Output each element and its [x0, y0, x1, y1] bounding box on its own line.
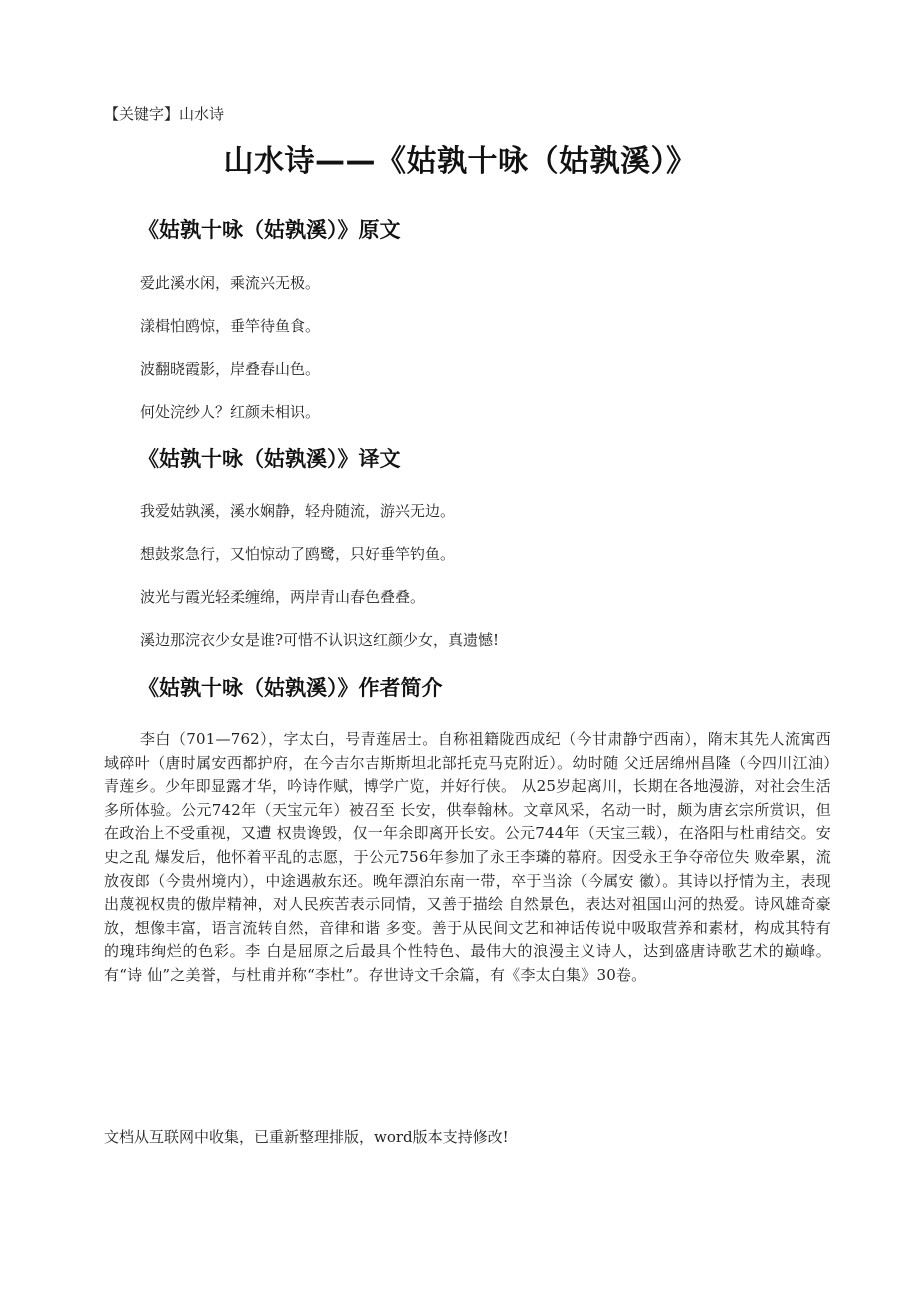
poem-line: 何处浣纱人？红颜未相识。 [140, 403, 321, 421]
poem-line: 漾楫怕鸥惊，垂竿待鱼食。 [140, 317, 321, 335]
translation-line: 溪边那浣衣少女是谁?可惜不认识这红颜少女，真遗憾! [140, 631, 500, 649]
poem-line: 爱此溪水闲，乘流兴无极。 [140, 274, 321, 292]
translation-line: 波光与霞光轻柔缠绵，两岸青山春色叠叠。 [140, 588, 426, 606]
section-heading-original: 《姑孰十咏（姑孰溪）》原文 [138, 218, 401, 242]
translation-line: 想鼓浆急行，又怕惊动了鸥鹭，只好垂竿钓鱼。 [140, 545, 456, 563]
keyword-line: 【关键字】山水诗 [104, 105, 225, 123]
translation-line: 我爱姑孰溪，溪水娴静，轻舟随流，游兴无边。 [140, 502, 456, 520]
document-title: 山水诗——《姑孰十咏（姑孰溪）》 [223, 144, 697, 179]
author-biography-paragraph: 李白（701—762），字太白，号青莲居士。自称祖籍陇西成纪（今甘肃静宁西南），隋末其先人流寓西域碎叶（唐时属安西都护府，在今吉尔吉斯斯坦北部托克马克附近）。幼时随 父迁居绵州昌隆（今四川江油）青莲乡。少年即显露才华，吟诗作赋，博学广览，并好行侠。 从25岁起离川，长期在各地漫游，对社会生活多所体验。公元742年（天宝元年）被召至 长安，供奉翰林。文章风采，名动一时，颇为唐玄宗所赏识，但在政治上不受重视，又遭 权贵谗毁，仅一年余即离开长安。公元744年（天宝三载），在洛阳与杜甫结交。安史之乱 爆发后，他怀着平乱的志愿，于公元756年参加了永王李璘的幕府。因受永王争夺帝位失 败牵累，流放夜郎（今贵州境内），中途遇赦东还。晚年漂泊东南一带，卒于当涂（今属安 徽）。其诗以抒情为主，表现出蔑视权贵的傲岸精神，对人民疾苦表示同情，又善于描绘 自然景色，表达对祖国山河的热爱。诗风雄奇豪放，想像丰富，语言流转自然，音律和谐 多变。善于从民间文艺和神话传说中吸取营养和素材，构成其特有的瑰玮绚烂的色彩。李 白是屈原之后最具个性特色、最伟大的浪漫主义诗人，达到盛唐诗歌艺术的巅峰。有“诗 仙”之美誉，与杜甫并称“李杜”。存世诗文千余篇，有《李太白集》30卷。 [104, 730, 831, 984]
poem-line: 波翻晓霞影，岸叠春山色。 [140, 360, 321, 378]
section-heading-translation: 《姑孰十咏（姑孰溪）》译文 [138, 447, 401, 471]
footer-note: 文档从互联网中收集，已重新整理排版，word版本支持修改! [104, 1128, 509, 1146]
section-heading-author: 《姑孰十咏（姑孰溪）》作者简介 [138, 676, 443, 700]
